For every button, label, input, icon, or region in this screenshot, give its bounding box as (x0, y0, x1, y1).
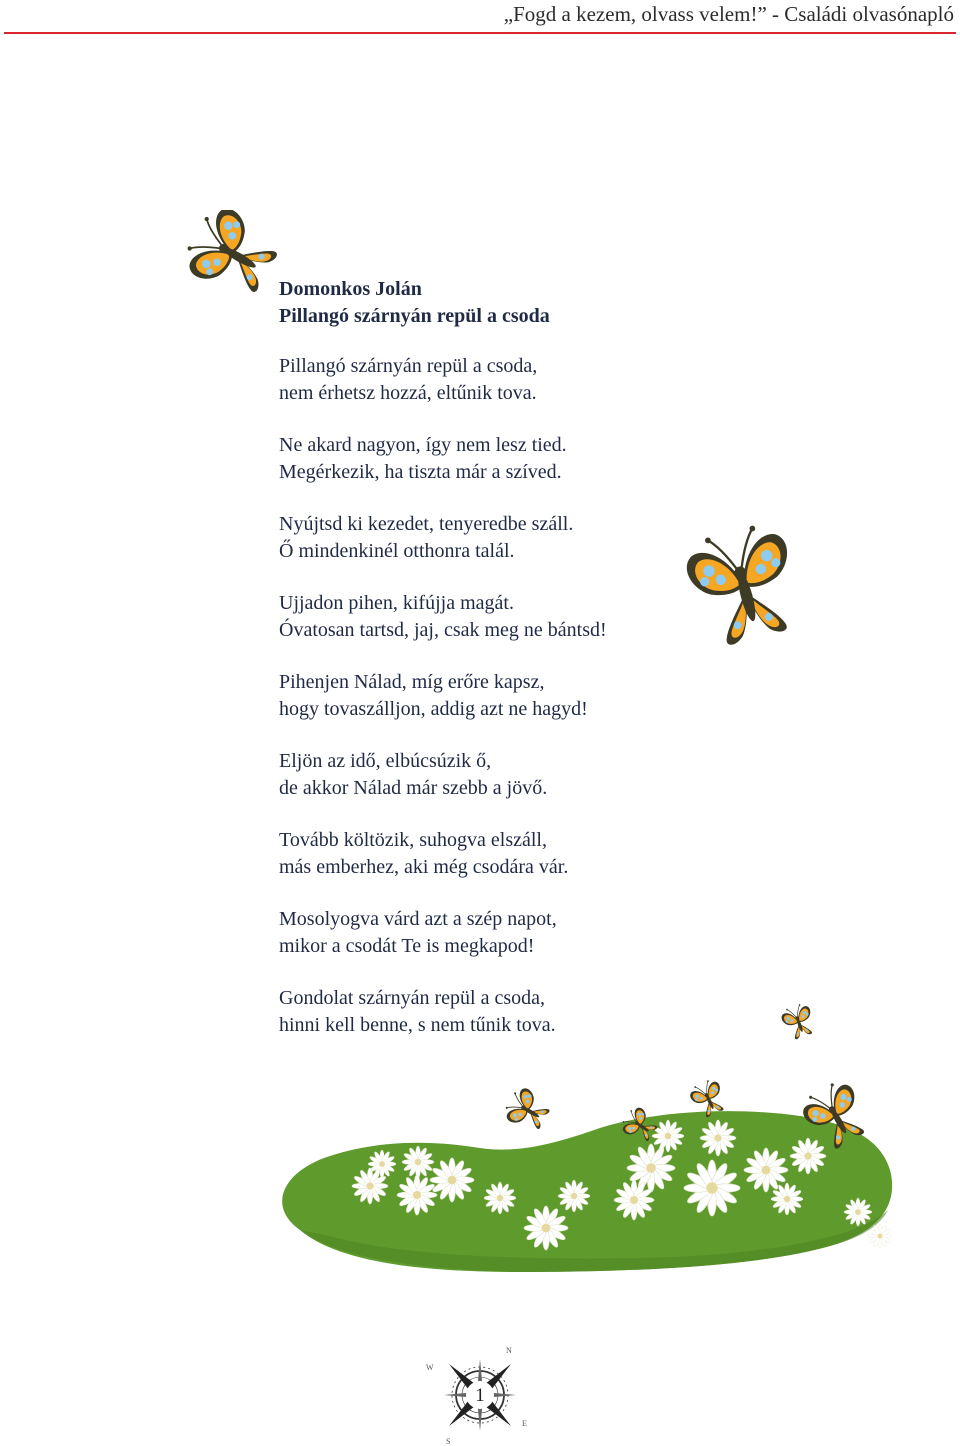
poem-line: hinni kell benne, s nem tűnik tova. (279, 1014, 556, 1036)
stanza (279, 827, 739, 881)
butterfly-icon (496, 1086, 562, 1136)
stanza (279, 432, 739, 486)
stanza (279, 906, 739, 960)
stanza (279, 748, 739, 802)
stanza (279, 353, 739, 407)
butterfly-icon (616, 1106, 666, 1146)
poem-line: más emberhez, aki még csodára vár. (279, 856, 569, 878)
poem-line: mikor a csodát Te is megkapod! (279, 935, 535, 957)
poem-line: Megérkezik, ha tiszta már a szíved. (279, 461, 562, 483)
poem-line: Gondolat szárnyán repül a csoda, (279, 987, 546, 1009)
butterfly-icon (684, 1078, 734, 1122)
poem-line: de akkor Nálad már szebb a jövő. (279, 777, 548, 799)
header-title: „Fogd a kezem, olvass velem!” - Családi olvasónapló (503, 2, 954, 26)
poem-line: Ő mindenkinél otthonra talál. (279, 540, 515, 562)
compass-letter: N (506, 1346, 512, 1355)
page-number: 1 (475, 1385, 485, 1406)
running-header (0, 0, 960, 34)
header-rule (4, 32, 956, 34)
butterfly-icon (180, 210, 290, 300)
stanza (279, 511, 739, 565)
compass-letter: S (446, 1437, 451, 1446)
poem-line: Pillangó szárnyán repül a csoda, (279, 355, 538, 377)
poem-line: Tovább költözik, suhogva elszáll, (279, 829, 547, 851)
poem-author: Domonkos Jolán (279, 278, 422, 300)
poem-line: Óvatosan tartsd, jaj, csak meg ne bántsd! (279, 619, 607, 641)
poem-line: Ujjadon pihen, kifújja magát. (279, 592, 514, 614)
butterfly-icon (680, 520, 810, 660)
poem-line: Eljön az idő, elbúcsúzik ő, (279, 750, 492, 772)
butterfly-icon (776, 1000, 822, 1046)
stanza (279, 985, 739, 1039)
poem-line: Pihenjen Nálad, míg erőre kapsz, (279, 671, 545, 693)
butterfly-icon (798, 1080, 876, 1156)
poem-title: Pillangó szárnyán repül a csoda (279, 305, 550, 327)
poem-line: nem érhetsz hozzá, eltűnik tova. (279, 382, 537, 404)
poem-stanzas (279, 353, 739, 1039)
stanza (279, 669, 739, 723)
poem-line: Mosolyogva várd azt a szép napot, (279, 908, 557, 930)
poem-line: Nyújtsd ki kezedet, tenyeredbe száll. (279, 513, 574, 535)
compass-letter: W (426, 1363, 434, 1372)
poem-line: hogy tovaszálljon, addig azt ne hagyd! (279, 698, 588, 720)
stanza (279, 590, 739, 644)
poem (279, 276, 739, 1064)
compass-letter: E (522, 1419, 527, 1428)
poem-line: Ne akard nagyon, így nem lesz tied. (279, 434, 567, 456)
